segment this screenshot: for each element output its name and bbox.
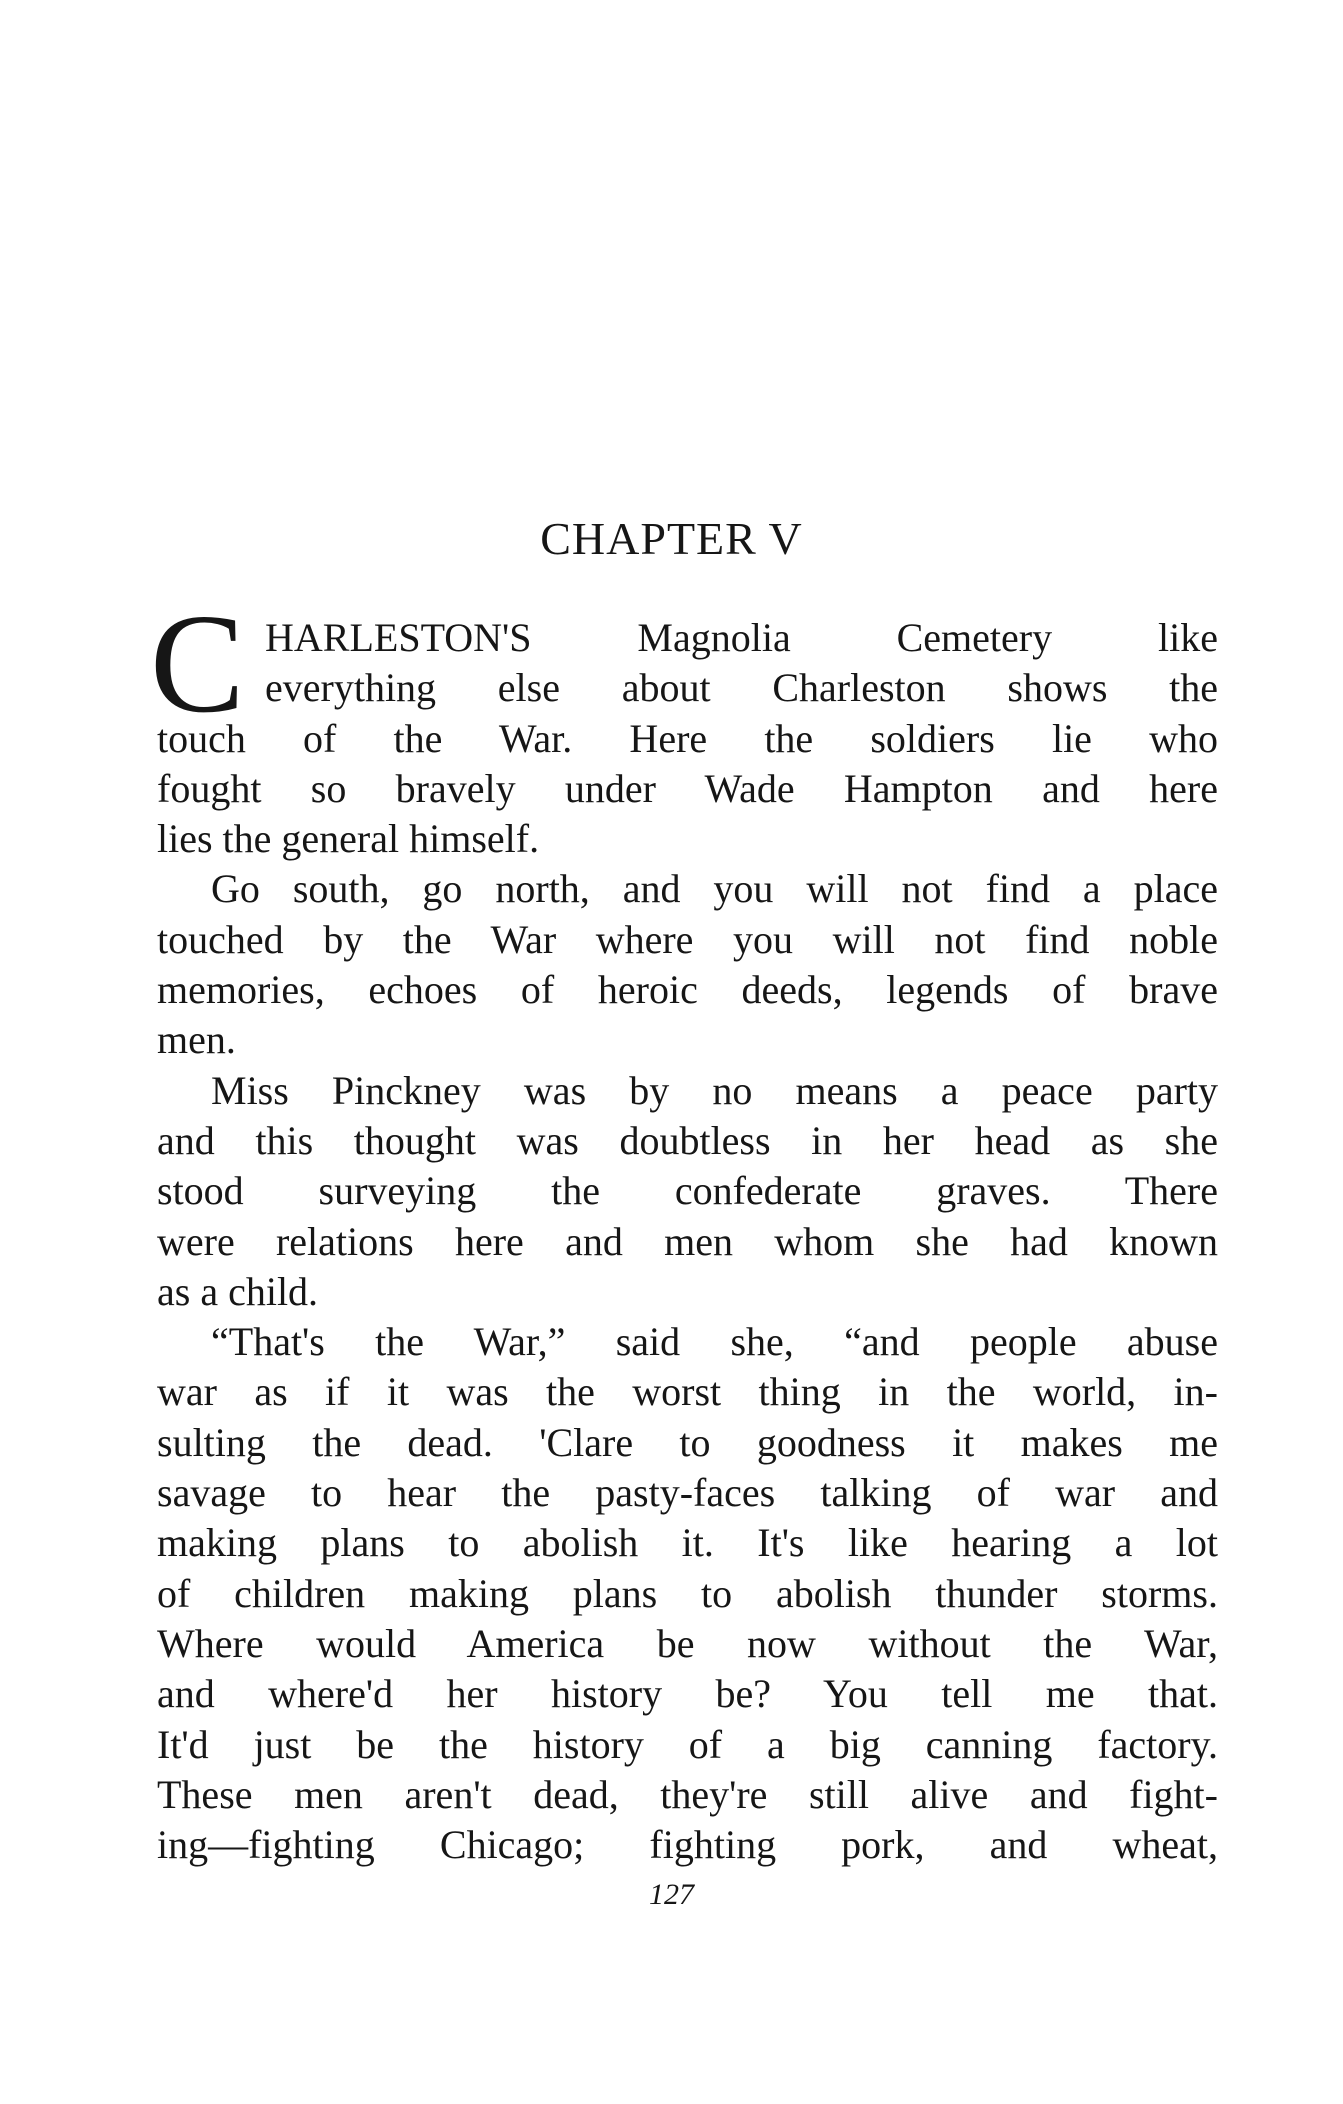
text-line: fought so bravely under Wade Hampton and here: [157, 765, 1218, 811]
paragraph: [157, 1066, 1218, 1317]
text-line: touch of the War. Here the soldiers lie who: [157, 715, 1218, 761]
text-line: men.: [157, 1017, 236, 1063]
text-line: Go south, go north, and you will not find a place: [211, 866, 1218, 912]
drop-cap: C: [150, 584, 245, 742]
chapter-title: CHAPTER V: [540, 513, 803, 564]
text-line: ing—fighting Chicago; fighting pork, and wheat,: [157, 1822, 1218, 1868]
text-line: and this thought was doubtless in her head as she: [157, 1117, 1218, 1163]
body-text: [157, 613, 1218, 1870]
text-line: war as if it was the worst thing in the world, in-: [157, 1369, 1218, 1415]
text-line: These men aren't dead, they're still alive and fight-: [157, 1771, 1218, 1817]
paragraph: [157, 1317, 1218, 1870]
text-line: touched by the War where you will not find noble: [157, 916, 1218, 962]
text-line: HARLESTON'S Magnolia Cemetery like: [265, 615, 1218, 660]
text-line: everything else about Charleston shows the: [265, 665, 1218, 711]
text-line: Miss Pinckney was by no means a peace party: [211, 1067, 1218, 1113]
text-line: savage to hear the pasty-faces talking of war and: [157, 1470, 1218, 1516]
page-number: 127: [649, 1878, 694, 1911]
text-line: of children making plans to abolish thunder storms.: [157, 1570, 1218, 1616]
text-line: as a child.: [157, 1268, 319, 1314]
text-line: lies the general himself.: [157, 816, 540, 862]
text-line: memories, echoes of heroic deeds, legends of brave: [157, 967, 1218, 1013]
text-line: and where'd her history be? You tell me that.: [157, 1671, 1218, 1717]
text-line: sulting the dead. 'Clare to goodness it makes me: [157, 1419, 1218, 1465]
text-line: stood surveying the confederate graves. There: [157, 1168, 1218, 1214]
paragraph: [157, 864, 1218, 1065]
text-line: It'd just be the history of a big canning factory.: [157, 1721, 1218, 1767]
text-line: Where would America be now without the War,: [157, 1620, 1218, 1666]
text-line: making plans to abolish it. It's like hearing a lot: [157, 1520, 1218, 1566]
text-line: “That's the War,” said she, “and people abuse: [211, 1319, 1218, 1365]
paragraph: [157, 613, 1218, 864]
text-line: were relations here and men whom she had known: [157, 1218, 1218, 1264]
